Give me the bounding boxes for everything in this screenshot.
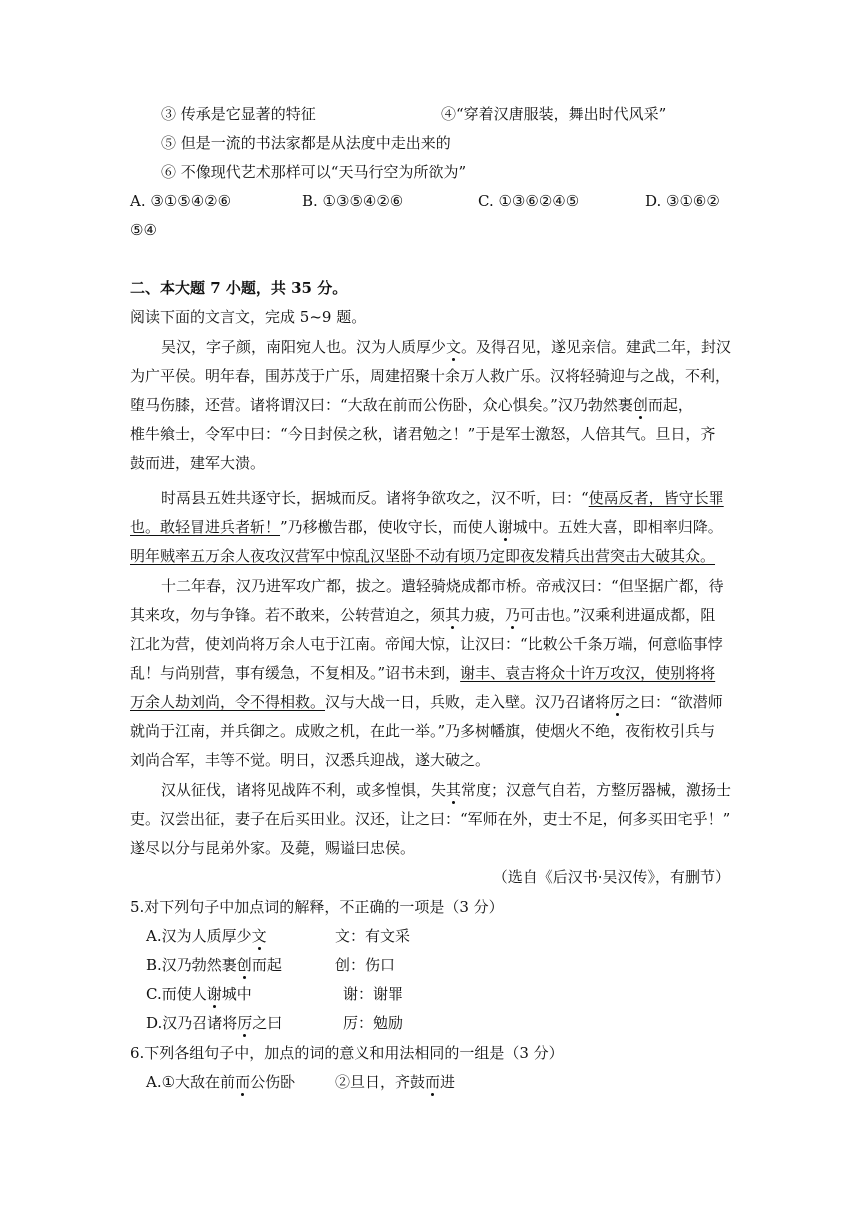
source-citation: （选自《后汉书·吴汉传》，有删节） (492, 868, 730, 886)
option-5: ⑤ 但是一流的书法家都是从法度中走出来的 (161, 134, 451, 152)
text-run: 力疲， (460, 606, 506, 624)
text-run: 进 (440, 1073, 456, 1091)
emphasis-dot-word: 乃 (505, 606, 521, 624)
text-line (130, 663, 715, 683)
underlined-sentence: 万余人劫刘尚，令不得相救。 (130, 693, 326, 711)
text-line (161, 337, 731, 357)
emphasis-dot-word: 谢 (497, 518, 513, 536)
text-line (161, 488, 724, 508)
choice-b: B. ①③⑤④②⑥ (302, 192, 404, 210)
text-run: 。及得召见，遂见亲信。建武二年，封汉 (461, 338, 732, 356)
option-a-explanation: 文：有文采 (335, 927, 411, 945)
option-a-part-2 (335, 1072, 455, 1092)
text-run: 时鬲县五姓共逐守长，据城而反。诸将争欲攻之，汉不听，曰：“ (161, 489, 589, 507)
text-run: ②旦日，齐鼓 (335, 1073, 426, 1091)
emphasis-dot-word: 文 (446, 338, 462, 356)
text-line: 遂尽以分与昆弟外家。及薨，赐谥曰忠侯。 (130, 839, 416, 857)
section-instruction: 阅读下面的文言文，完成 5~9 题。 (130, 308, 367, 326)
text-line (130, 692, 723, 712)
text-run: 吴汉，字子颜，南阳宛人也。汉为人质厚少 (161, 338, 447, 356)
option-c (146, 984, 252, 1004)
text-run: D.汉乃召诸将 (146, 1014, 238, 1032)
text-run: 而起， (647, 396, 693, 414)
option-b-explanation: 创：伤口 (335, 956, 396, 974)
question-stem: 6.下列各组句子中，加点的词的意义和用法相同的一组是（3 分） (130, 1044, 564, 1062)
text-line (130, 605, 715, 625)
underlined-sentence: 谢丰、袁吉将众十许万攻汉，使别将将 (460, 664, 716, 682)
text-line: 鼓而进，建军大溃。 (130, 454, 266, 472)
underlined-sentence: 使鬲反者，皆守长罪 (588, 489, 724, 507)
emphasis-dot-word: 而 (425, 1073, 441, 1091)
emphasis-dot-word: 其 (445, 606, 461, 624)
option-a (146, 926, 267, 946)
text-run: B.汉乃勃然裹 (146, 956, 237, 974)
text-run: 公伤卧 (250, 1073, 296, 1091)
text-line: 刘尚合军，丰等不觉。明日，汉悉兵迎战，遂大破之。 (130, 751, 491, 769)
text-run: A.汉为人质厚少 (146, 927, 252, 945)
text-line (161, 780, 731, 800)
text-line (130, 395, 693, 415)
emphasis-dot-word: 谢 (206, 985, 222, 1003)
option-6: ⑥ 不像现代艺术那样可以“天马行空为所欲为” (161, 163, 467, 181)
emphasis-dot-word: 文 (251, 927, 267, 945)
option-d (146, 1013, 282, 1033)
text-run: ”乃移檄告郡，使收守长，而使人 (280, 518, 498, 536)
text-run: A.①大敌在前 (146, 1073, 236, 1091)
text-line: 为广平侯。明年春，围苏茂于广乐，周建招聚十余万人救广乐。汉将轻骑迎与之战，不利， (130, 367, 731, 385)
text-line: 江北为营，使刘尚将万余人屯于江南。帝闻大惊，让汉曰：“比敕公千条万端，何意临事悖 (130, 635, 723, 653)
choice-c: C. ①③⑥②④⑤ (478, 192, 580, 210)
option-3: ③ 传承是它显著的特征 (161, 105, 316, 123)
option-b (146, 955, 282, 975)
text-run: 乱！与尚别营，事有缓急，不复相及。”诏书未到， (130, 664, 461, 682)
emphasis-dot-word: 创 (236, 956, 252, 974)
text-run: 汉与大战一日，兵败，走入壁。汉乃召诸将 (325, 693, 611, 711)
text-line: 吏。汉尝出征，妻子在后买田业。汉还，让之曰：“军师在外，吏士不足，何多买田宅乎！” (130, 810, 731, 828)
text-line (130, 517, 723, 537)
text-run: 常度；汉意气自若，方整厉器械，激扬士 (461, 781, 732, 799)
text-run: 汉从征伐，诸将见战阵不利，或多惶惧，失 (161, 781, 447, 799)
text-run: C.而使人 (146, 985, 207, 1003)
emphasis-dot-word: 而 (235, 1073, 251, 1091)
option-c-explanation: 谢：谢罪 (343, 985, 404, 1003)
text-run: 可击也。”汉乘利进逼成都，阻 (520, 606, 716, 624)
text-run: 之曰：“欲潜师 (625, 693, 723, 711)
option-4: ④“穿着汉唐服装，舞出时代风采” (441, 105, 667, 123)
emphasis-dot-word: 厉 (237, 1014, 253, 1032)
emphasis-dot-word: 创 (632, 396, 648, 414)
text-run: 之曰 (252, 1014, 283, 1032)
text-run: 城中 (221, 985, 252, 1003)
choice-d: D. ③①⑥② (645, 192, 720, 210)
choice-a: A. ③①⑤④②⑥ (130, 192, 232, 210)
choice-d-continued: ⑤④ (130, 221, 157, 239)
text-run: 堕马伤膝，还营。诸将谓汉曰：“大敌在前而公伤卧，众心惧矣。”汉乃勃然裹 (130, 396, 633, 414)
text-line: 就尚于江南，并兵御之。成败之机，在此一举。”乃多树幡旗，使烟火不绝，夜衔枚引兵与 (130, 722, 716, 740)
underlined-sentence: 明年贼率五万余人夜攻汉营军中惊乱汉坚卧不动有顷乃定即夜发精兵出营突击大破其众。 (130, 547, 716, 565)
question-stem: 5.对下列句子中加点词的解释，不正确的一项是（3 分） (130, 898, 504, 916)
emphasis-dot-word: 厉 (610, 693, 626, 711)
option-a-part-1 (146, 1072, 295, 1092)
section-heading: 二、本大题 7 小题，共 35 分。 (130, 279, 348, 297)
text-line: 椎牛飨士，令军中曰：“今日封侯之秋，诸君勉之！”于是军士激怒，人倍其气。旦日，齐 (130, 425, 716, 443)
text-line: 十二年春，汉乃进军攻广都，拔之。遣轻骑烧成都市桥。帝戒汉曰：“但坚据广都，待 (161, 577, 724, 595)
emphasis-dot-word: 其 (446, 781, 462, 799)
option-d-explanation: 厉：勉励 (343, 1014, 404, 1032)
underlined-sentence: 也。敢轻冒进兵者斩！ (130, 518, 281, 536)
text-run: 而起 (251, 956, 282, 974)
text-run: 其来攻，勿与争锋。若不敢来，公转营迫之，须 (130, 606, 446, 624)
text-run: 城中。五姓大喜，即相率归降。 (512, 518, 723, 536)
